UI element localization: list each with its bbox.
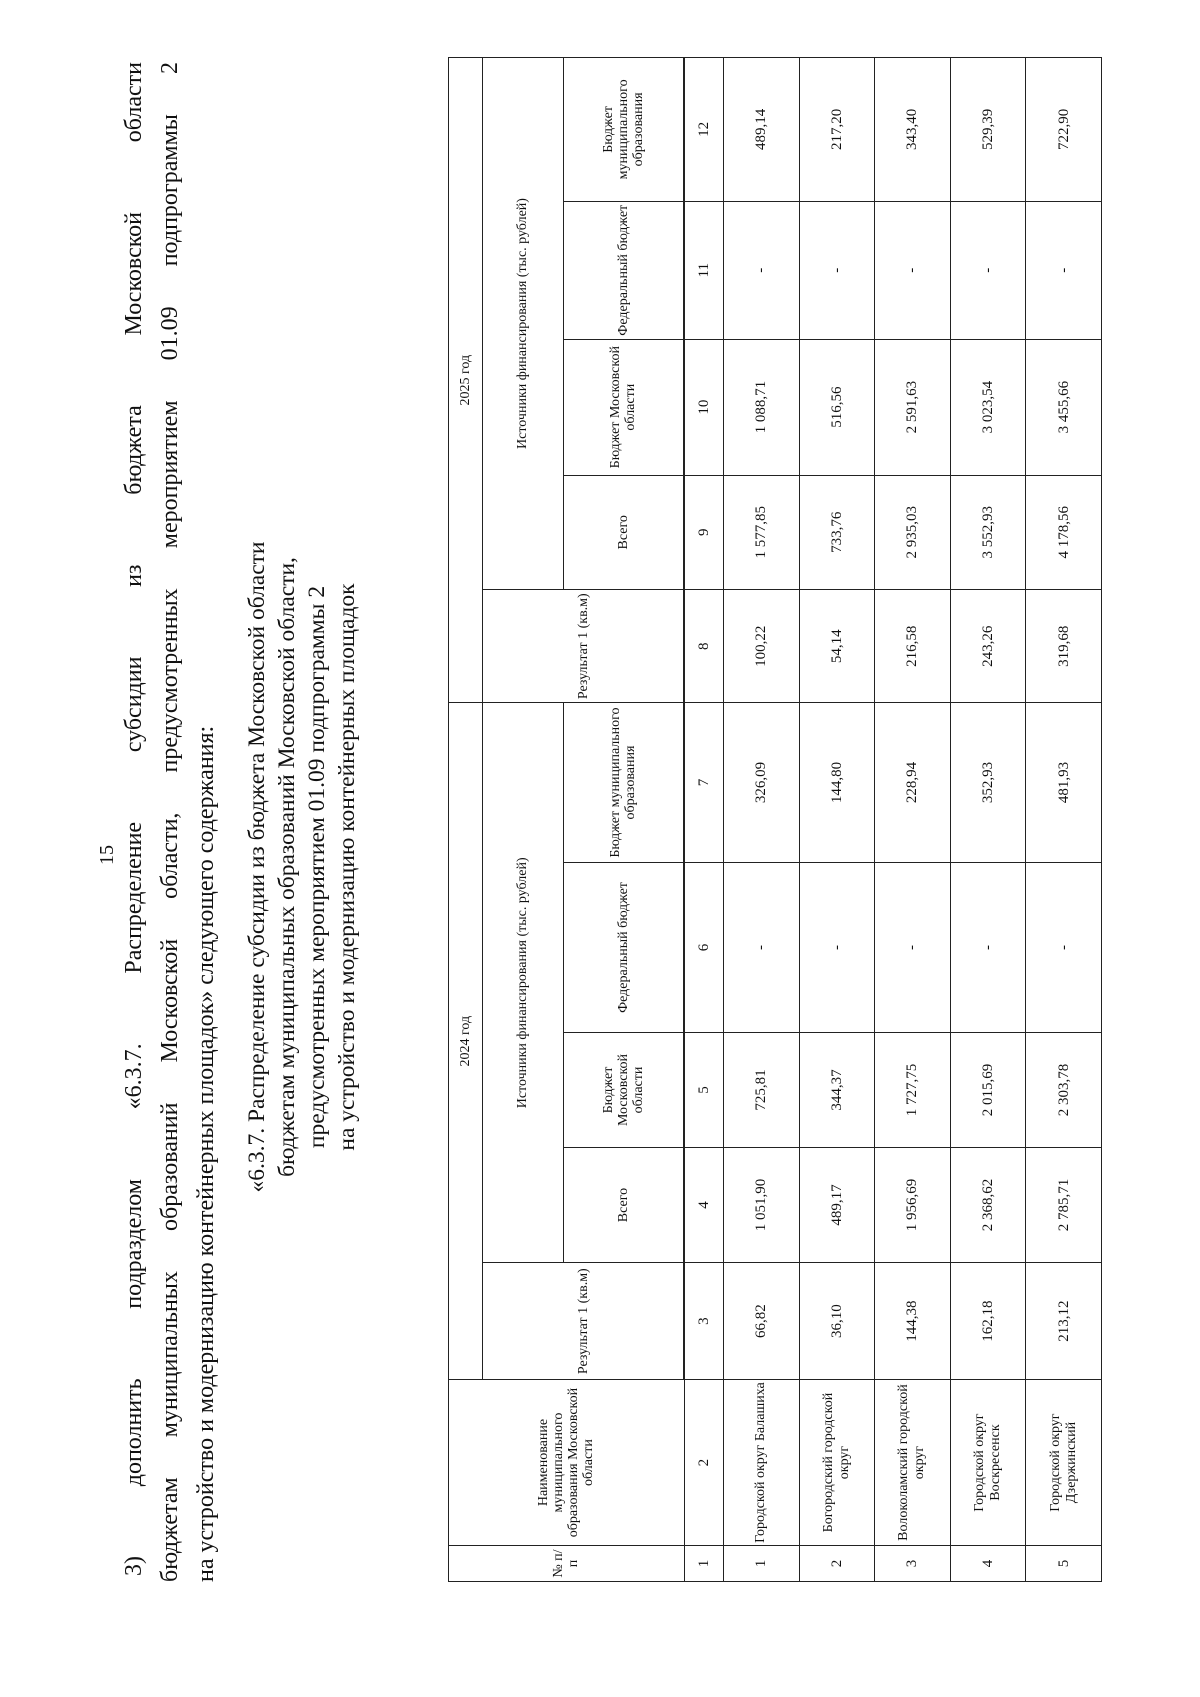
row-cell: 2 015,69 [950, 1033, 1026, 1147]
column-number-cell: 2 [684, 1380, 723, 1546]
row-cell: - [1026, 201, 1102, 339]
row-cell: 2 591,63 [875, 339, 951, 475]
header-municipality: Наименование муниципального образования Московской области [449, 1380, 685, 1546]
column-number-cell: 12 [684, 58, 723, 202]
row-cell: 733,76 [799, 475, 875, 589]
row-cell: 2 368,62 [950, 1147, 1026, 1263]
row-cell: - [950, 201, 1026, 339]
section-heading [242, 252, 362, 1482]
row-cell: - [723, 862, 799, 1033]
row-cell: 516,56 [799, 339, 875, 475]
row-cell: 1 088,71 [723, 339, 799, 475]
row-cell: 228,94 [875, 703, 951, 862]
header-sources-2024: Источники финансирования (тыс. рублей) [483, 703, 563, 1263]
row-cell: 4 178,56 [1026, 475, 1102, 589]
row-cell: - [875, 862, 951, 1033]
row-cell: 2 303,78 [1026, 1033, 1102, 1147]
row-cell: 1 577,85 [723, 475, 799, 589]
column-number-cell: 6 [684, 862, 723, 1033]
intro-line-1: 3) дополнить подразделом «6.3.7. Распределение субсидии из бюджета Московской области [121, 62, 147, 1576]
header-result-2024: Результат 1 (кв.м) [483, 1263, 683, 1380]
row-cell: 3 455,66 [1026, 339, 1102, 475]
row-cell: 2 935,03 [875, 475, 951, 589]
header-year-2025: 2025 год [449, 58, 483, 703]
header-mo-budget-2025: Бюджет Московской области [563, 339, 683, 475]
row-cell: 489,14 [723, 58, 799, 202]
row-cell: 1 727,75 [875, 1033, 951, 1147]
header-mo-budget-2024: Бюджет Московской области [563, 1033, 683, 1147]
row-cell: 326,09 [723, 703, 799, 862]
header-mun-budget-2025: Бюджет муниципального образования [563, 58, 683, 202]
row-cell: 3 [875, 1546, 951, 1582]
header-year-2024: 2024 год [449, 703, 483, 1380]
row-cell: Городской округ Балашиха [723, 1380, 799, 1546]
heading-line: предусмотренных мероприятием 01.09 подпрограммы 2 [304, 585, 330, 1149]
row-cell: 100,22 [723, 590, 799, 703]
column-number-cell: 10 [684, 339, 723, 475]
page-number: 15 [96, 845, 118, 865]
row-cell: 144,80 [799, 703, 875, 862]
row-cell: 1 956,69 [875, 1147, 951, 1263]
row-cell: 1 051,90 [723, 1147, 799, 1263]
header-fed-budget-2025: Федеральный бюджет [563, 201, 683, 339]
column-number-cell: 5 [684, 1033, 723, 1147]
header-no: № п/п [449, 1546, 685, 1582]
row-cell: 344,37 [799, 1033, 875, 1147]
header-total-2025: Всего [563, 475, 683, 589]
intro-line-3: на устройство и модернизацию контейнерных площадок» следующего содержания: [193, 725, 219, 1582]
row-cell: 36,10 [799, 1263, 875, 1380]
column-number-cell: 1 [684, 1546, 723, 1582]
row-cell: 343,40 [875, 58, 951, 202]
row-cell: - [723, 201, 799, 339]
row-cell: 352,93 [950, 703, 1026, 862]
table-row [875, 58, 951, 1582]
table-row [723, 58, 799, 1582]
subsidy-table [448, 57, 1102, 1582]
row-cell: - [799, 862, 875, 1033]
row-cell: 3 023,54 [950, 339, 1026, 475]
row-cell: Богородский городской округ [799, 1380, 875, 1546]
intro-paragraph [116, 62, 224, 1582]
table-row [1026, 58, 1102, 1582]
row-cell: 66,82 [723, 1263, 799, 1380]
intro-line-2: бюджетам муниципальных образований Московской области, предусмотренных мероприятием 01.09 подпрограммы 2 [157, 62, 183, 1582]
row-cell: 3 552,93 [950, 475, 1026, 589]
row-cell: - [1026, 862, 1102, 1033]
row-cell: 2 [799, 1546, 875, 1582]
row-cell: 54,14 [799, 590, 875, 703]
row-cell: 144,38 [875, 1263, 951, 1380]
row-cell: 722,90 [1026, 58, 1102, 202]
row-cell: Городской округ Воскресенск [950, 1380, 1026, 1546]
row-cell: 1 [723, 1546, 799, 1582]
column-number-cell: 9 [684, 475, 723, 589]
row-cell: 216,58 [875, 590, 951, 703]
row-cell: 4 [950, 1546, 1026, 1582]
header-fed-budget-2024: Федеральный бюджет [563, 862, 683, 1033]
row-cell: - [875, 201, 951, 339]
row-cell: 529,39 [950, 58, 1026, 202]
row-cell: - [799, 201, 875, 339]
header-mun-budget-2024: Бюджет муниципального образования [563, 703, 683, 862]
column-number-cell: 4 [684, 1147, 723, 1263]
row-cell: 213,12 [1026, 1263, 1102, 1380]
row-cell: Волоколамский городской округ [875, 1380, 951, 1546]
table-row [799, 58, 875, 1582]
row-cell: 481,93 [1026, 703, 1102, 862]
table-row [950, 58, 1026, 1582]
row-cell: 162,18 [950, 1263, 1026, 1380]
header-total-2024: Всего [563, 1147, 683, 1263]
row-cell: 319,68 [1026, 590, 1102, 703]
row-cell: 2 785,71 [1026, 1147, 1102, 1263]
heading-line: бюджетам муниципальных образований Московской области, [274, 557, 300, 1177]
column-number-cell: 8 [684, 590, 723, 703]
column-number-cell: 7 [684, 703, 723, 862]
header-result-2025: Результат 1 (кв.м) [483, 590, 683, 703]
row-cell: 243,26 [950, 590, 1026, 703]
header-sources-2025: Источники финансирования (тыс. рублей) [483, 58, 563, 590]
row-cell: 489,17 [799, 1147, 875, 1263]
column-number-cell: 11 [684, 201, 723, 339]
row-cell: Городской округ Дзержинский [1026, 1380, 1102, 1546]
column-number-cell: 3 [684, 1263, 723, 1380]
row-cell: 725,81 [723, 1033, 799, 1147]
heading-line: «6.3.7. Распределение субсидии из бюджета Московской области [244, 541, 270, 1193]
heading-line: на устройство и модернизацию контейнерных площадок [334, 583, 360, 1151]
row-cell: 5 [1026, 1546, 1102, 1582]
row-cell: 217,20 [799, 58, 875, 202]
row-cell: - [950, 862, 1026, 1033]
